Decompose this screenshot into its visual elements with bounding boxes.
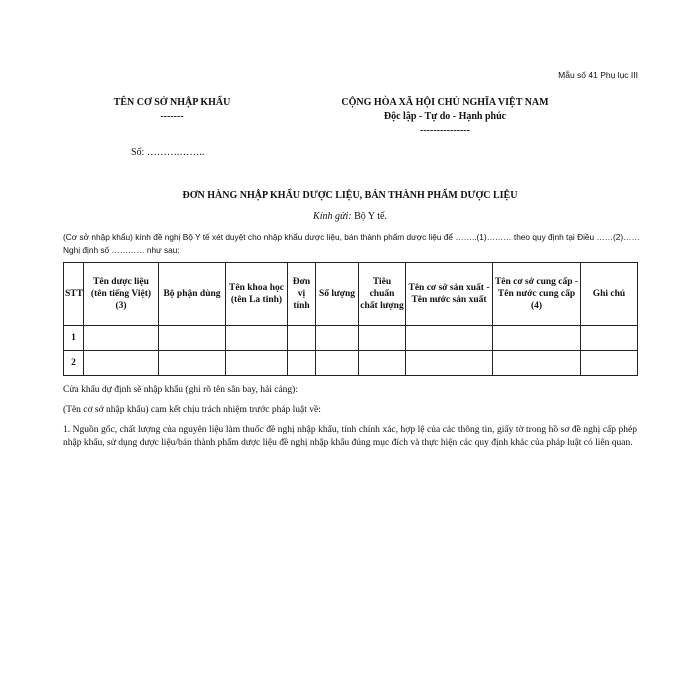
- table-cell: [581, 351, 638, 376]
- table-cell: 1: [64, 326, 84, 351]
- recipient-label: Kính gửi:: [313, 211, 352, 222]
- column-header: Ghi chú: [581, 263, 638, 326]
- form-code: Mẫu số 41 Phụ lục III: [558, 70, 638, 80]
- import-goods-table: [63, 262, 638, 376]
- recipient-line: [0, 211, 700, 222]
- column-header: Tên khoa học (tên La tinh): [226, 263, 288, 326]
- column-header: Tên dược liệu (tên tiếng Việt) (3): [84, 263, 159, 326]
- table-cell: [493, 351, 581, 376]
- commitment-item-1: 1. Nguồn gốc, chất lượng của nguyên liệu làm thuốc đề nghị nhập khẩu, tính chính xác, hợp lệ của các thông tin, giấy tờ trong hồ sơ đề nghị cấp phép nhập khẩu, sử dụng dược liệu/bán thành phẩm dược liệu đề nghị nhập khẩu đúng mục đích và thực hiện các quy định khác của pháp luật có liên quan.: [63, 425, 637, 448]
- table-cell: [159, 351, 226, 376]
- table-cell: [226, 351, 288, 376]
- country-name: CỘNG HÒA XÃ HỘI CHỦ NGHĨA VIỆT NAM: [341, 97, 549, 108]
- importer-dashes: -------: [160, 111, 184, 122]
- commitment-intro: (Tên cơ sở nhập khẩu) cam kết chịu trách nhiệm trước pháp luật về:: [63, 405, 321, 415]
- table-cell: [84, 326, 159, 351]
- table-cell: [288, 326, 316, 351]
- table-cell: [406, 351, 493, 376]
- table-cell: [316, 326, 359, 351]
- table-row: [64, 351, 638, 376]
- table-cell: [359, 326, 406, 351]
- column-header: Tên cơ sở sản xuất - Tên nước sản xuất: [406, 263, 493, 326]
- column-header: STT: [64, 263, 84, 326]
- national-header: [320, 96, 570, 138]
- table-cell: 2: [64, 351, 84, 376]
- column-header: Đơn vị tính: [288, 263, 316, 326]
- table-cell: [159, 326, 226, 351]
- motto-dashes: ---------------: [420, 125, 470, 136]
- table-cell: [406, 326, 493, 351]
- table-header-row: [64, 263, 638, 326]
- recipient-value: Bộ Y tế.: [354, 211, 387, 222]
- column-header: Tên cơ sở cung cấp - Tên nước cung cấp (4): [493, 263, 581, 326]
- table-row: [64, 326, 638, 351]
- table-cell: [493, 326, 581, 351]
- document-title: ĐƠN HÀNG NHẬP KHẨU DƯỢC LIỆU, BÁN THÀNH PHẨM DƯỢC LIỆU: [182, 190, 518, 201]
- importer-header: [92, 96, 252, 124]
- table-cell: [226, 326, 288, 351]
- column-header: Bộ phận dùng: [159, 263, 226, 326]
- table-cell: [288, 351, 316, 376]
- importer-name-label: TÊN CƠ SỞ NHẬP KHẨU: [113, 97, 231, 108]
- table-cell: [84, 351, 159, 376]
- column-header: Tiêu chuẩn chất lượng: [359, 263, 406, 326]
- national-motto: Độc lập - Tự do - Hạnh phúc: [383, 111, 507, 122]
- table-cell: [316, 351, 359, 376]
- border-gate-line: Cửa khẩu dự định sẽ nhập khẩu (ghi rõ tên sân bay, hải cảng):: [63, 385, 298, 395]
- table-cell: [359, 351, 406, 376]
- column-header: Số lượng: [316, 263, 359, 326]
- intro-paragraph: (Cơ sở nhập khẩu) kính đề nghị Bộ Y tế xét duyệt cho nhập khẩu dược liệu, bán thành phẩm dược liệu để ……..(1)……… theo quy định tại Điều ……(2)…… Nghị định số ………… như sau:: [63, 232, 640, 255]
- table-cell: [581, 326, 638, 351]
- document-number: Số: ……….……..: [131, 147, 205, 158]
